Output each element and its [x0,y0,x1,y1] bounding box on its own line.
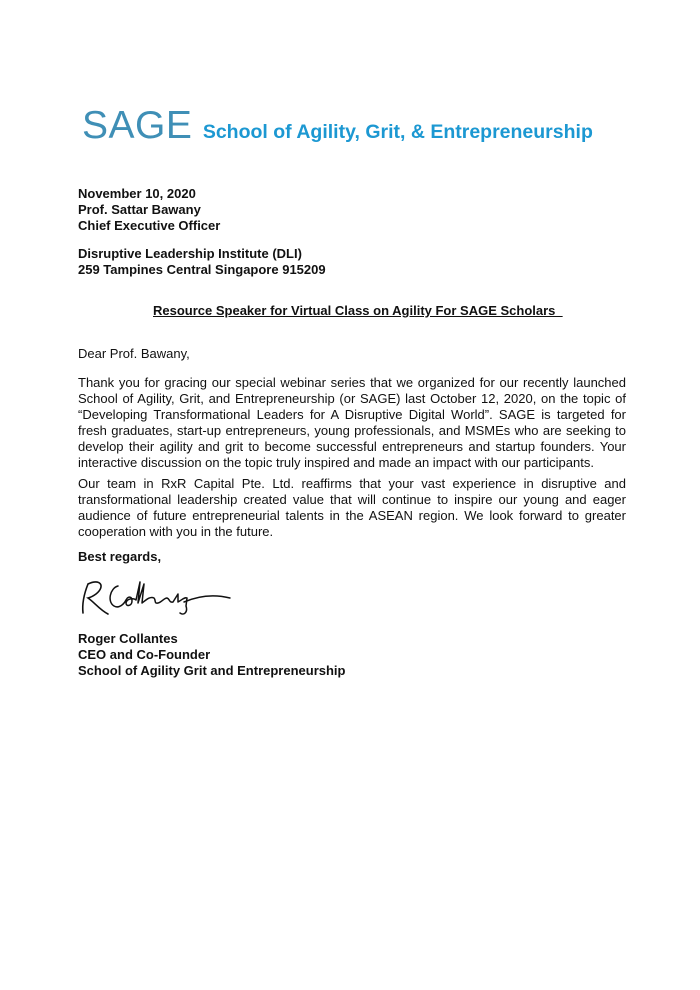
handwritten-signature [74,572,234,622]
closing: Best regards, [78,549,162,564]
signer-title: CEO and Co-Founder [78,647,211,662]
recipient-block [78,186,220,234]
letterhead-logo [82,104,593,148]
subject-line: Resource Speaker for Virtual Class on Agility For SAGE Scholars [153,303,563,318]
recipient-organization: Disruptive Leadership Institute (DLI) [78,246,302,261]
signer-organization: School of Agility Grit and Entrepreneurship [78,663,346,678]
recipient-name: Prof. Sattar Bawany [78,202,201,217]
body-paragraph: Our team in RxR Capital Pte. Ltd. reaffirms that your vast experience in disruptive and transformational leadership created value that will continue to inspire our young and eager audience of future entrepreneurial talents in the ASEAN region. We look forward to greater cooperation with you in the future. [78,476,626,539]
sage-logo-mark: SAGE [82,104,193,147]
salutation: Dear Prof. Bawany, [78,346,190,361]
recipient-address: 259 Tampines Central Singapore 915209 [78,262,326,277]
signer-name: Roger Collantes [78,631,178,646]
body-paragraph: Thank you for gracing our special webinar series that we organized for our recently launched School of Agility, Grit, and Entrepreneurship (or SAGE) last October 12, 2020, on the topic of “Developing Transformational Leaders for A Disruptive Digital World”. SAGE is targeted for fresh graduates, start-up entrepreneurs, young professionals, and MSMEs who are seeking to develop their agility and grit to become successful entrepreneurs and startup founders. Your interactive discussion on the topic truly inspired and made an impact with our participants. [78,375,626,470]
letter-date: November 10, 2020 [78,186,196,201]
signer-block [78,631,345,679]
recipient-title: Chief Executive Officer [78,218,221,233]
letterhead-tagline: School of Agility, Grit, & Entrepreneurship [202,121,593,143]
recipient-address-block [78,246,326,278]
